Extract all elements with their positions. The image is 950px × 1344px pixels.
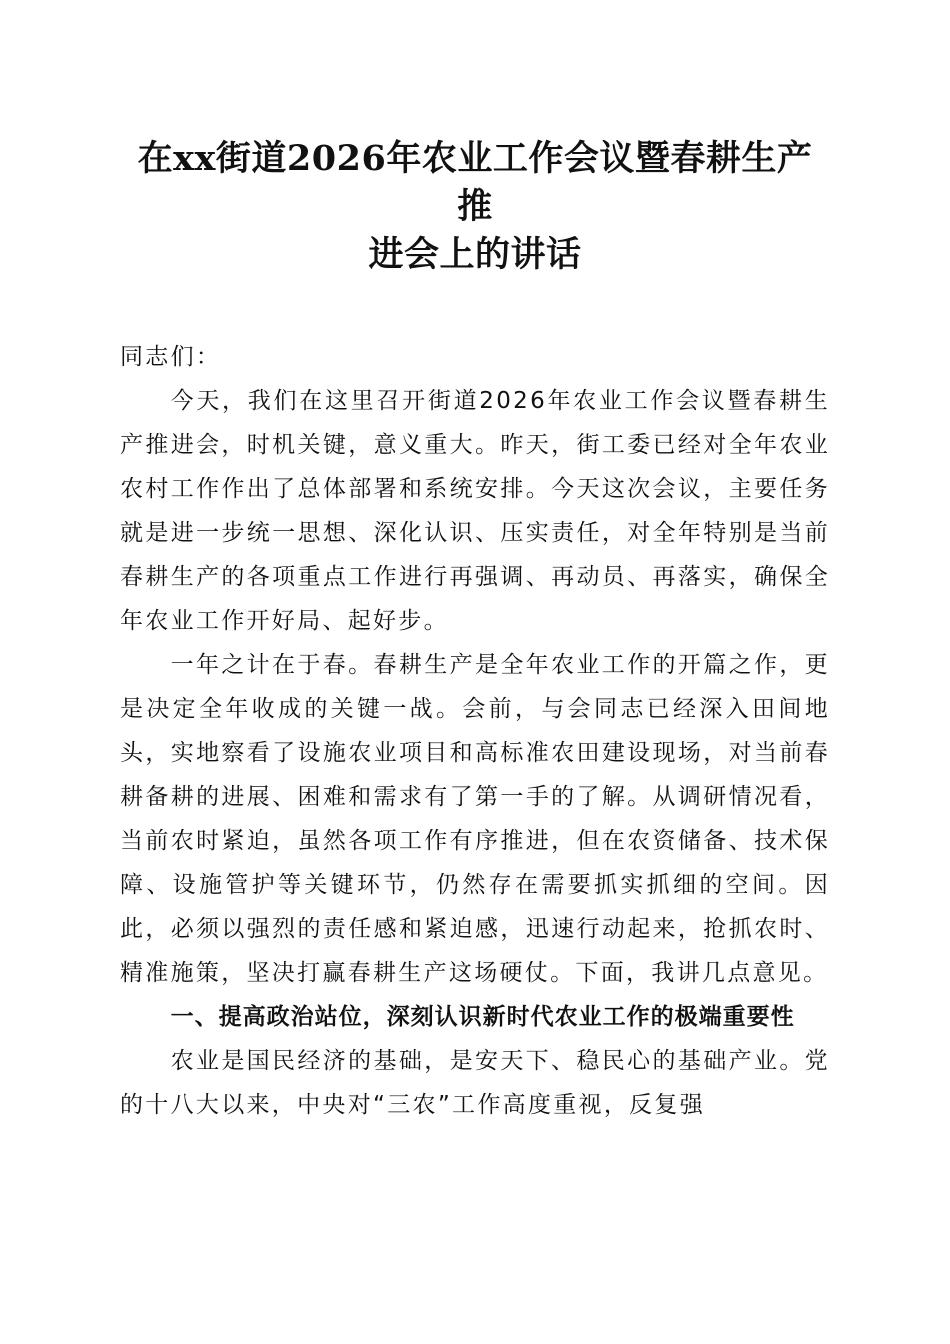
document-title [120, 135, 830, 279]
title-line-2: 进会上的讲话 [368, 234, 582, 275]
greeting: 同志们： [120, 344, 222, 370]
section-heading-1: 一、提高政治站位，深刻认识新时代农业工作的极端重要性 [170, 1004, 795, 1030]
paragraph-section-1: 农业是国民经济的基础，是安天下、稳民心的基础产业。党的十八大以来，中央对“三农”工作高度重视，反复强 [120, 1048, 830, 1118]
document-body [120, 335, 830, 1127]
paragraph-spring-plowing: 一年之计在于春。春耕生产是全年农业工作的开篇之作，更是决定全年收成的关键一战。会前，与会同志已经深入田间地头，实地察看了设施农业项目和高标准农田建设现场，对当前春耕备耕的进展、困难和需求有了第一手的了解。从调研情况看，当前农时紧迫，虽然各项工作有序推进，但在农资储备、技术保障、设施管护等关键环节，仍然存在需要抓实抓细的空间。因此，必须以强烈的责任感和紧迫感，迅速行动起来，抢抓农时、精准施策，坚决打赢春耕生产这场硬仗。下面，我讲几点意见。 [120, 652, 830, 986]
title-line-1: 在xx街道2026年农业工作会议暨春耕生产推 [137, 138, 813, 227]
paragraph-opening: 今天，我们在这里召开街道2026年农业工作会议暨春耕生产推进会，时机关键，意义重大。昨天，街工委已经对全年农业农村工作作出了总体部署和系统安排。今天这次会议，主要任务就是进一步统一思想、深化认识、压实责任，对全年特别是当前春耕生产的各项重点工作进行再强调、再动员、再落实，确保全年农业工作开好局、起好步。 [120, 388, 830, 634]
